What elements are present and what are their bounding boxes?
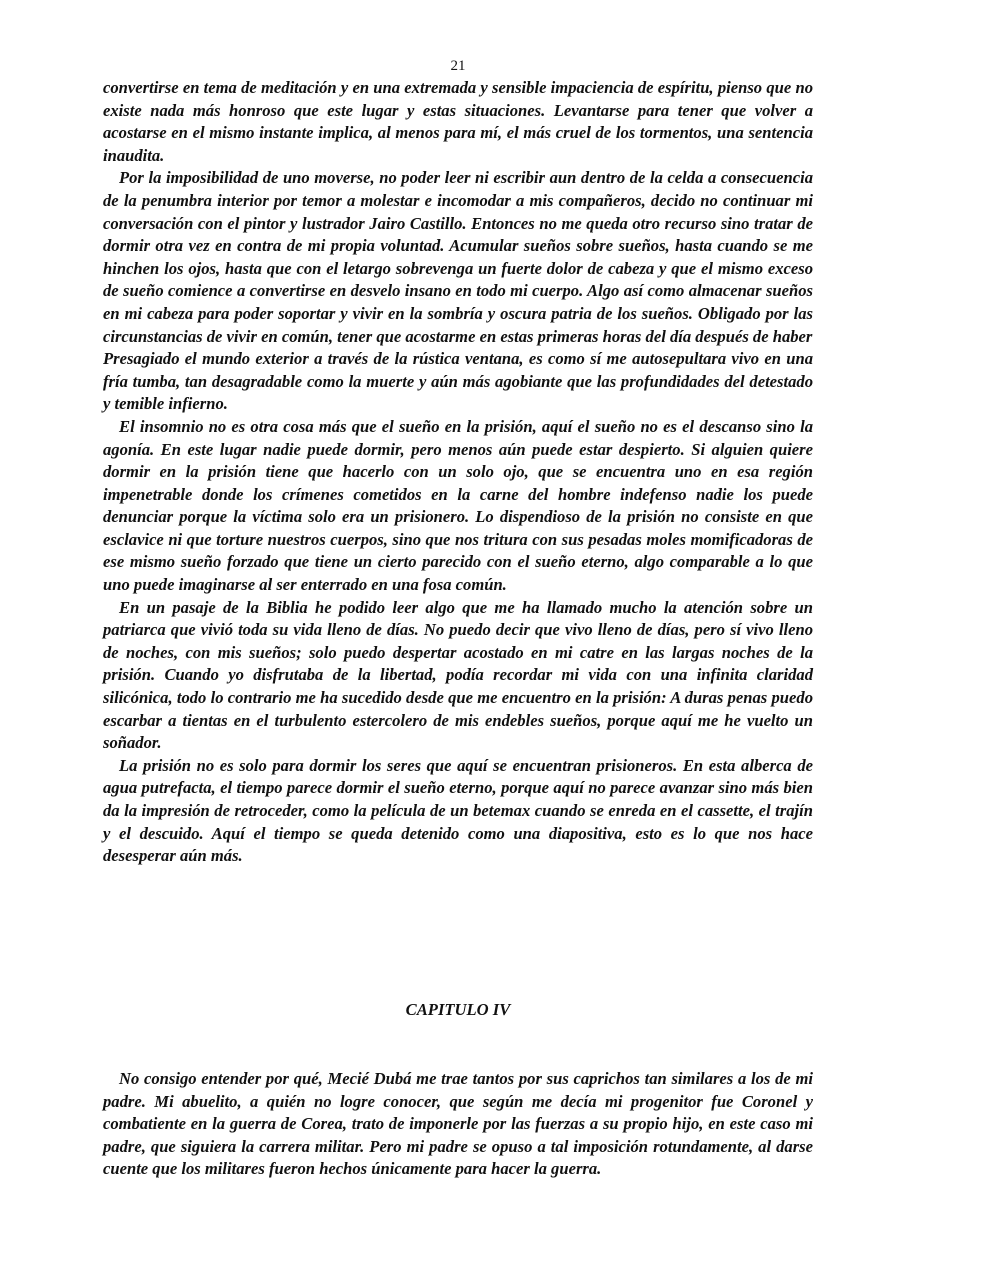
paragraph: Por la imposibilidad de uno moverse, no poder leer ni escribir aun dentro de la celda a consecuencia de la penumbra interior por temor a molestar e incomodar a mis compañeros, decido no continuar mi conversación con el pintor y lustrador Jairo Castillo. Entonces no me queda otro recurso sino tratar de dormir otra vez en contra de mi propia voluntad. Acumular sueños sobre sueños, hasta cuando se me hinchen los ojos, hasta que con el letargo sobrevenga un fuerte dolor de cabeza y que el mismo exceso de sueño comience a convertirse en desvelo insano en todo mi cuerpo. Algo así como almacenar sueños en mi cabeza para poder soportar y vivir en la sombría y oscura patria de los sueños. Obligado por las circunstancias de vivir en común, tener que acostarme en estas primeras horas del día después de haber: [103, 168, 813, 346]
chapter-heading: CAPITULO IV: [405, 1000, 511, 1019]
paragraph: La prisión no es solo para dormir los seres que aquí se encuentran prisioneros. En esta alberca de agua putrefacta, el tiempo parece dormir el sueño eterno, porque aquí no parece avanzar sino más bien da la impresión de retroceder, como la película de un betemax cuando se enreda en el cassette, el trajín y el descuido. Aquí el tiempo se queda detenido como una diapositiva, esto es lo que nos hace desesperar aún más.: [103, 755, 813, 866]
paragraph: Presagiado el mundo exterior a través de la rústica ventana, es como sí me autosepultara vivo en una fría tumba, tan desagradable como la muerte y aún más agobiante que las profundidades del detestado y temible infierno.: [103, 349, 813, 414]
paragraph: En un pasaje de la Biblia he podido leer algo que me ha llamado mucho la atención sobre un patriarca que vivió toda su vida lleno de días. No puedo decir que vivo lleno de días, pero sí vivo lleno de noches, con mis sueños; solo puedo despertar acostado en mi catre en las largas noches de la prisión. Cuando yo disfrutaba de la libertad, podía recordar mi vida con una infinita claridad silicónica, todo lo contrario me ha sucedido desde que me encuentro en la prisión: A duras penas puedo escarbar a tientas en el turbulento estercolero de mis endebles sueños, porque aquí me he vuelto un soñador.: [103, 597, 813, 753]
body-text: [103, 77, 813, 868]
paragraph: El insomnio no es otra cosa más que el sueño en la prisión, aquí el sueño no es el descanso sino la agonía. En este lugar nadie puede dormir, pero menos aún puede estar despierto. Si alguien quiere dormir en la prisión tiene que hacerlo con un solo ojo, que se encuentra uno en esa región impenetrable donde los crímenes cometidos en la carne del hombre indefenso nadie los puede denunciar porque la víctima solo era un prisionero. Lo dispendioso de la prisión no consiste en que esclavice ni que torture nuestros cuerpos, sino que nos tritura con sus pesadas moles momificadoras de ese mismo sueño forzado que tiene un cierto parecido con el sueño eterno, algo comparable a lo que uno puede imaginarse al ser enterrado en una fosa común.: [103, 416, 813, 595]
paragraph: No consigo entender por qué, Mecié Dubá me trae tantos por sus caprichos tan similares a los de mi padre. Mi abuelito, a quién no logre conocer, que según me decía mi progenitor fue Coronel y combatiente en la guerra de Corea, trato de imponerle por las fuerzas a su propio hijo, en este caso mi padre, que siguiera la carrera militar. Pero mi padre se opuso a tal imposición rotundamente, al darse cuente que los militares fueron hechos únicamente para hacer la guerra.: [103, 1069, 813, 1179]
chapter-body-text: [103, 1068, 813, 1181]
page-number: 21: [450, 58, 466, 74]
paragraph: convertirse en tema de meditación y en una extremada y sensible impaciencia de espíritu, pienso que no existe nada más honroso que este lugar y estas situaciones. Levantarse para tener que volver a acostarse en el mismo instante implica, al menos para mí, el más cruel de los tormentos, una sentencia inaudita.: [103, 78, 813, 165]
